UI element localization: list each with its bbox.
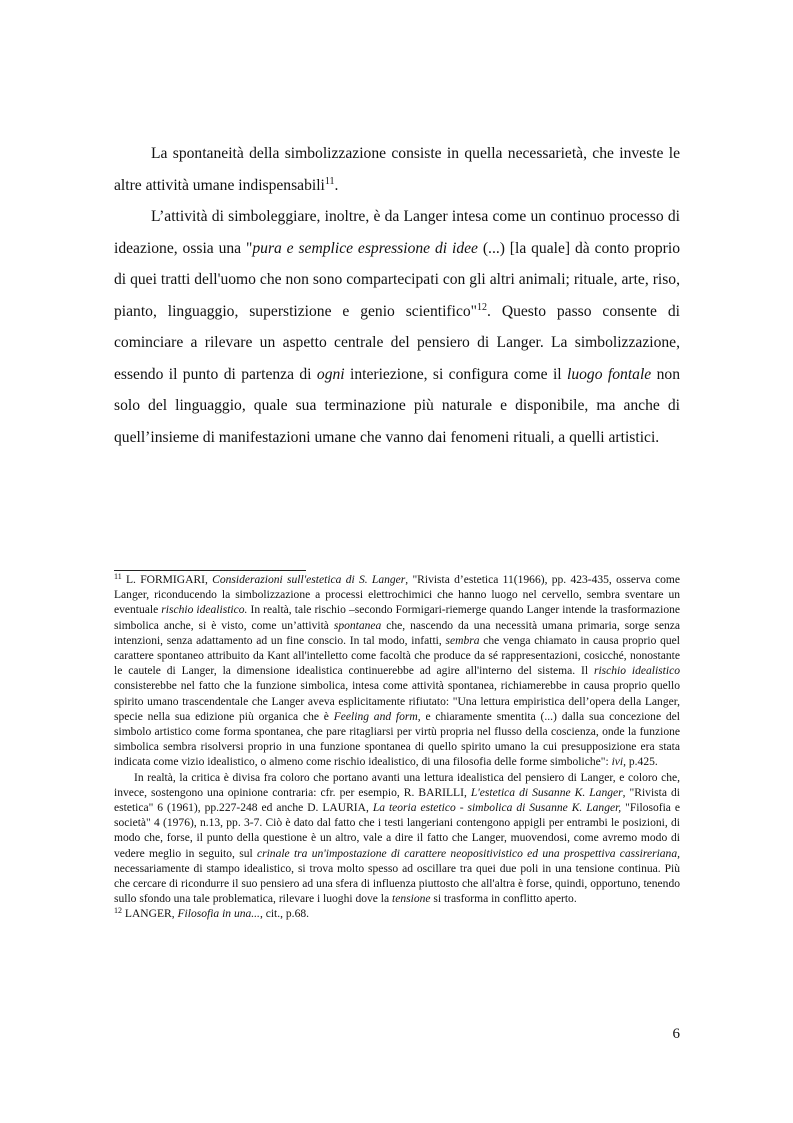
text-run: e chiaramente smentita (...) dalla sua concezione del simbolo artistico come forma spontanea, che pare ritagliarsi per virtù propria nel flusso della coscienza, onde la funzione simbolica sembra risolversi proprio in una funzione spontanea di quello spirito umano la cui presupposizione era stata indicata come vizio idealistico, o almeno come rischio idealistico, di una filosofia delle forme simboliche": <box>114 710 680 769</box>
footnote-separator <box>114 570 306 571</box>
italic-term: sembra <box>445 634 480 647</box>
text-run: , "Rivista d’estetica 11(1966), pp. 423-435, osserva come Langer, riconducendo la simbolizzazione a processi elettrochimici che hanno luogo nel cervello, sembra sventare un eventuale <box>114 574 680 617</box>
text-run: necessariamente di stampo idealistico, si trova molto spesso ad oscillare tra quei due poli in una tensione continua. Più che cercare di ricondurre il suo pensiero ad una sfera di influenza piuttosto che all'altra è forse, quindi, opportuno, tenendo sullo sfondo una tale problematica, rilevare i luoghi dove la <box>114 862 680 906</box>
text-run: , cit., p.68. <box>259 908 310 921</box>
footnotes <box>114 573 680 923</box>
italic-title: Feeling and form, <box>333 710 421 723</box>
footnote-11-continuation <box>114 771 680 908</box>
italic-term: spontanea <box>333 619 382 632</box>
italic-term: tensione <box>392 893 431 906</box>
text-run: L. FORMIGARI, <box>121 574 213 586</box>
italic-title: La teoria estetico - simbolica di Susanne K. Langer, <box>372 802 622 815</box>
italic-term: rischio idealistico <box>593 665 680 678</box>
text-run: LANGER, <box>122 908 178 921</box>
text-run: . <box>334 176 339 194</box>
italic-title: L'estetica di Susanne K. Langer <box>470 786 623 799</box>
paragraph-2 <box>114 201 680 453</box>
text-run: , "Rivista di estetica" 6 (1961), pp.227-248 ed anche D. LAURIA, <box>114 786 681 815</box>
text-run: interiezione, si configura come il <box>344 365 567 383</box>
text-run: , p.425. <box>623 756 658 769</box>
text-run: L’attività di simboleggiare, inoltre, è da Langer intesa come un continuo processo di ideazione, ossia una " <box>114 208 680 257</box>
italic-title: Considerazioni sull'estetica di S. Langer <box>212 574 406 586</box>
footnote-ref-12[interactable]: 12 <box>477 301 488 313</box>
main-text <box>114 138 680 453</box>
italic-term: ogni <box>316 365 345 383</box>
footnote-12 <box>114 907 680 922</box>
text-run: consisterebbe nel fatto che la funzione simbolica, intesa come attività spontanea, richiamerebbe in causa proprio quello spirito umano trascendentale che Langer aveva esplicitamente rifiutato: "Una lettura empiristica dell’opera della Langer, specie nella sua edizione più organica che è <box>114 680 680 723</box>
italic-term: rischio idealistico. <box>161 604 248 617</box>
text-run: che, nascendo da una necessità umana primaria, sorge senza intenzioni, senza adattamento ad un fine conscio. In tal modo, infatti, <box>114 619 681 647</box>
footnote-number: 12 <box>114 906 122 916</box>
text-run: non solo del linguaggio, quale sua terminazione più naturale e disponibile, ma anche di quell’insieme di manifestazioni umane che vanno dai fenomeni rituali, a quelli artistici. <box>114 365 680 446</box>
italic-term: luogo fontale <box>567 365 652 383</box>
text-run: In realtà, tale rischio –secondo Formigari-riemerge quando Langer intende la trasformazione simbolica anche, si è visto, come un’attività <box>114 604 680 632</box>
text-run: che venga chiamato in causa proprio quel carattere spontaneo attribuito da Kant all'intelletto come facoltà che produce da sé rappresentazioni, cosicché, nonostante le cautele di Langer, la dimensione idealistica continuerebbe ad agire all'interno del sistema. Il <box>114 634 680 678</box>
text-run: La spontaneità della simbolizzazione consiste in quella necessarietà, che investe le altre attività umane indispensabili <box>114 145 680 194</box>
footnote-ref-11[interactable]: 11 <box>324 175 335 187</box>
footnote-number: 11 <box>114 572 122 581</box>
text-run: si trasforma in conflitto aperto. <box>430 893 577 906</box>
text-run: . Questo passo consente di cominciare a rilevare un aspetto centrale del pensiero di Langer. La simbolizzazione, essendo il punto di partenza di <box>114 302 680 383</box>
italic-title: Filosofia in una... <box>177 908 260 921</box>
italic-term: crinale tra un'impostazione di carattere neopositivistico ed una prospettiva cassireriana, <box>256 847 680 860</box>
text-run: In realtà, la critica è divisa fra coloro che portano avanti una lettura idealistica del pensiero di Langer, e coloro che, invece, sostengono una opinione contraria: cfr. per esempio, R. BARILLI, <box>114 771 680 799</box>
paragraph-1 <box>114 138 680 201</box>
footnote-11 <box>114 573 680 771</box>
italic-quote: pura e semplice espressione di idee <box>252 239 478 257</box>
page-number: 6 <box>672 1026 680 1042</box>
text-run: (...) [la quale] dà conto proprio di quei tratti dell'uomo che non sono compartecipati con gli altri animali; rituale, arte, riso, pianto, linguaggio, superstizione e genio scientifico" <box>114 239 680 320</box>
italic-term: ivi <box>611 756 624 769</box>
text-run: "Filosofia e società" 4 (1976), n.13, pp. 3-7. Ciò è dato dal fatto che i testi langeriani contengono appigli per entrambi le posizioni, di modo che, forse, il punto della questione è un altro, vale a dire il fatto che Langer, muovendosi, come avremo modo di vedere meglio in seguito, sul <box>114 802 680 860</box>
